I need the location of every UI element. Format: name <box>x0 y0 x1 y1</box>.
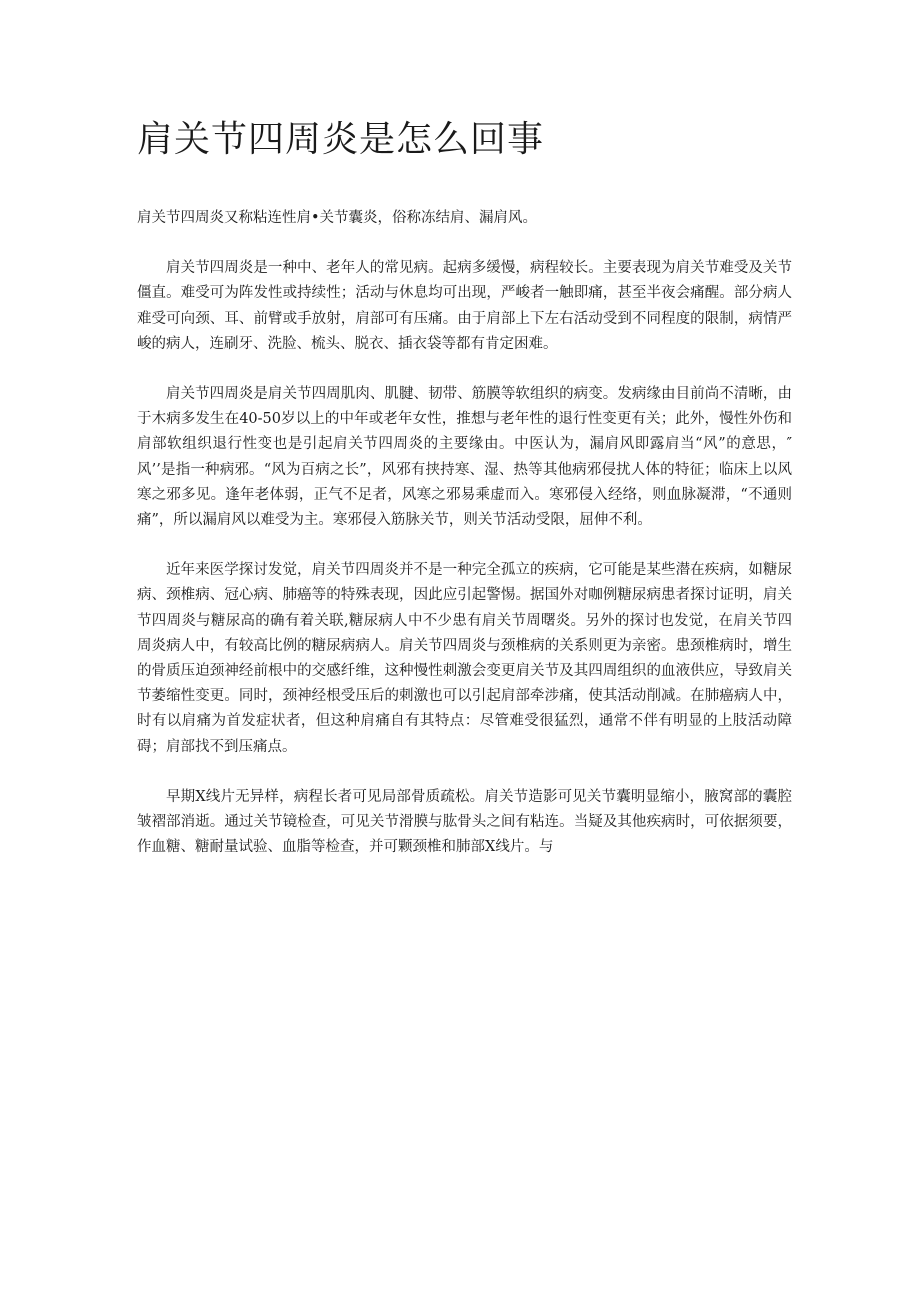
paragraph-related-diseases: 近年来医学探讨发觉，肩关节四周炎并不是一种完全孤立的疾病，它可能是某些潜在疾病，如糖尿病、颈椎病、冠心病、肺癌等的特殊表现，因此应引起警惕。据国外对咖例糖尿病患者探讨证明，肩关节四周炎与糖尿高的确有着关联,糖尿病人中不少患有肩关节周曙炎。另外的探讨也发觉，在肩关节四周炎病人中，有较高比例的糖尿病病人。肩关节四周炎与颈椎病的关系则更为亲密。患颈椎病时，增生的骨质压迫颈神经前根中的交感纤维，这种慢性刺激会变更肩关节及其四周组织的血液供应，导致肩关节萎缩性变更。同时，颈神经根受压后的刺激也可以引起肩部牵涉痛，使其活动削减。在肺癌病人中，时有以肩痛为首发症状者，但这种肩痛自有其特点：尽管难受很猛烈，通常不伴有明显的上肢活动障碍；肩部找不到压痛点。 <box>137 562 792 755</box>
paragraph-intro: 肩关节四周炎又称粘连性肩•关节囊炎，俗称冻结肩、漏肩风。 <box>137 210 538 226</box>
page-title: 肩关节四周炎是怎么回事 <box>137 119 545 160</box>
paragraph-causes: 肩关节四周炎是肩关节四周肌肉、肌腱、韧带、筋膜等软组织的病变。发病缘由目前尚不清晰，由于木病多发生在40-50岁以上的中年或老年女性，推想与老年性的退行性变更有关；此外，慢性外伤和肩部软组织退行性变也是引起肩关节四周炎的主要缘由。中医认为，漏肩风即露肩当“风”的意思，″风’’是指一种病邪。“风为百病之长”，风邪有挟持寒、湿、热等其他病邪侵扰人体的特征；临床上以风寒之邪多见。逢年老体弱，正气不足者，风寒之邪易乘虚而入。寒邪侵入经络，则血脉凝滞，“不通则痛”，所以漏肩风以难受为主。寒邪侵入筋脉关节，则关节活动受限，屈伸不利。 <box>137 386 792 529</box>
article-body <box>137 206 792 885</box>
paragraph-diagnosis: 早期X线片无异样，病程长者可见局部骨质疏松。肩关节造影可见关节囊明显缩小，腋窝部的囊腔皱褶部消逝。通过关节镜检查，可见关节滑膜与肱骨头之间有粘连。当疑及其他疾病时，可依据须要，作血糖、糖耐量试验、血脂等检查，并可颗颈椎和肺部X线片。与 <box>137 788 792 856</box>
paragraph-symptoms: 肩关节四周炎是一种中、老年人的常见病。起病多缓慢，病程较长。主要表现为肩关节难受及关节僵直。难受可为阵发性或持续性；活动与休息均可出现，严峻者一触即痛，甚至半夜会痛醒。部分病人难受可向颈、耳、前臂或手放射，肩部可有压痛。由于肩部上下左右活动受到不同程度的限制，病情严峻的病人，连刷牙、洗脸、梳头、脱衣、插衣袋等都有肯定困难。 <box>137 260 792 352</box>
